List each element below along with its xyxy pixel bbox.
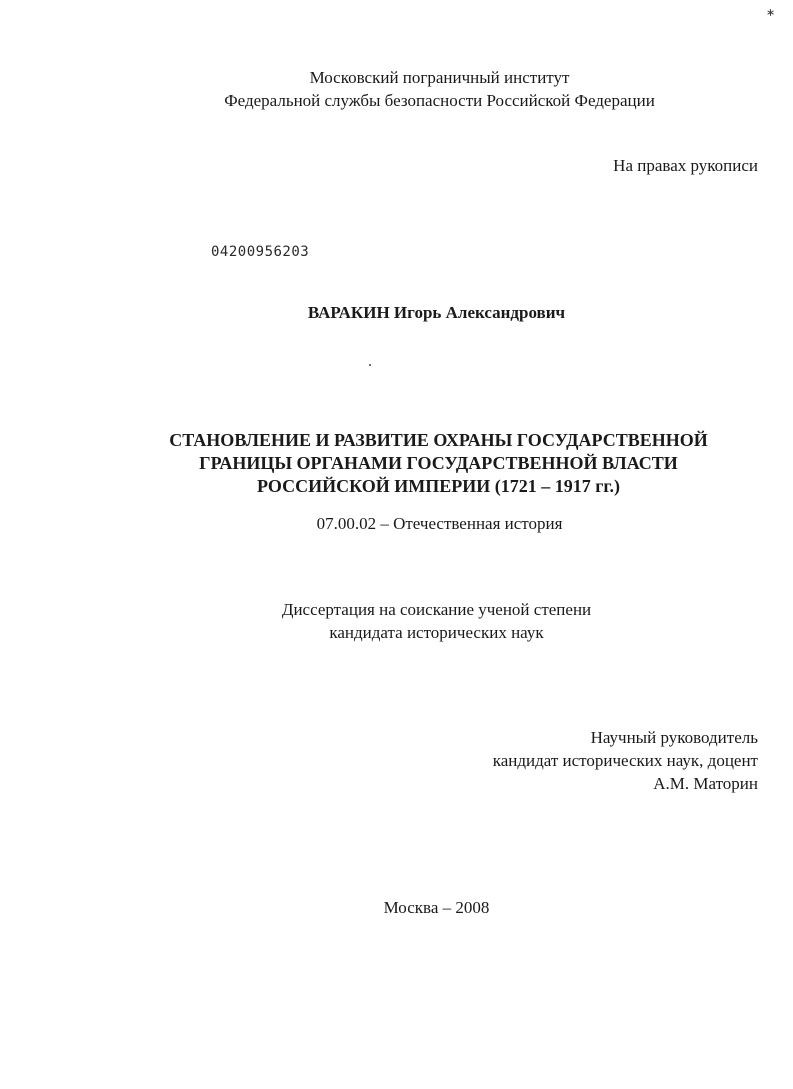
- specialty-code: 07.00.02 – Отечественная история: [316, 514, 563, 533]
- thesis-title-line3: РОССИЙСКОЙ ИМПЕРИИ (1721 – 1917 гг.): [256, 476, 620, 496]
- supervisor-name: А.М. Маторин: [653, 774, 758, 793]
- city-year: Москва – 2008: [383, 898, 490, 917]
- institute-name-line1: Московский пограничный институт: [309, 68, 570, 87]
- thesis-title-line1: СТАНОВЛЕНИЕ И РАЗВИТИЕ ОХРАНЫ ГОСУДАРСТВЕННОЙ: [169, 430, 708, 450]
- thesis-title-line2: ГРАНИЦЫ ОРГАНАМИ ГОСУДАРСТВЕННОЙ ВЛАСТИ: [199, 453, 678, 473]
- supervisor-degree: кандидат исторических наук, доцент: [492, 751, 758, 770]
- library-stamp-number: 04200956203: [211, 244, 310, 260]
- dissertation-line1: Диссертация на соискание ученой степени: [281, 600, 592, 619]
- scan-speck: [369, 364, 371, 366]
- author-name: ВАРАКИН Игорь Александрович: [307, 303, 566, 322]
- scan-mark-icon: ∗: [766, 6, 776, 19]
- supervisor-role: Научный руководитель: [590, 728, 758, 747]
- rights-note: На правах рукописи: [613, 156, 758, 175]
- institute-name-line2: Федеральной службы безопасности Российской Федерации: [224, 91, 655, 110]
- dissertation-line2: кандидата исторических наук: [329, 623, 544, 642]
